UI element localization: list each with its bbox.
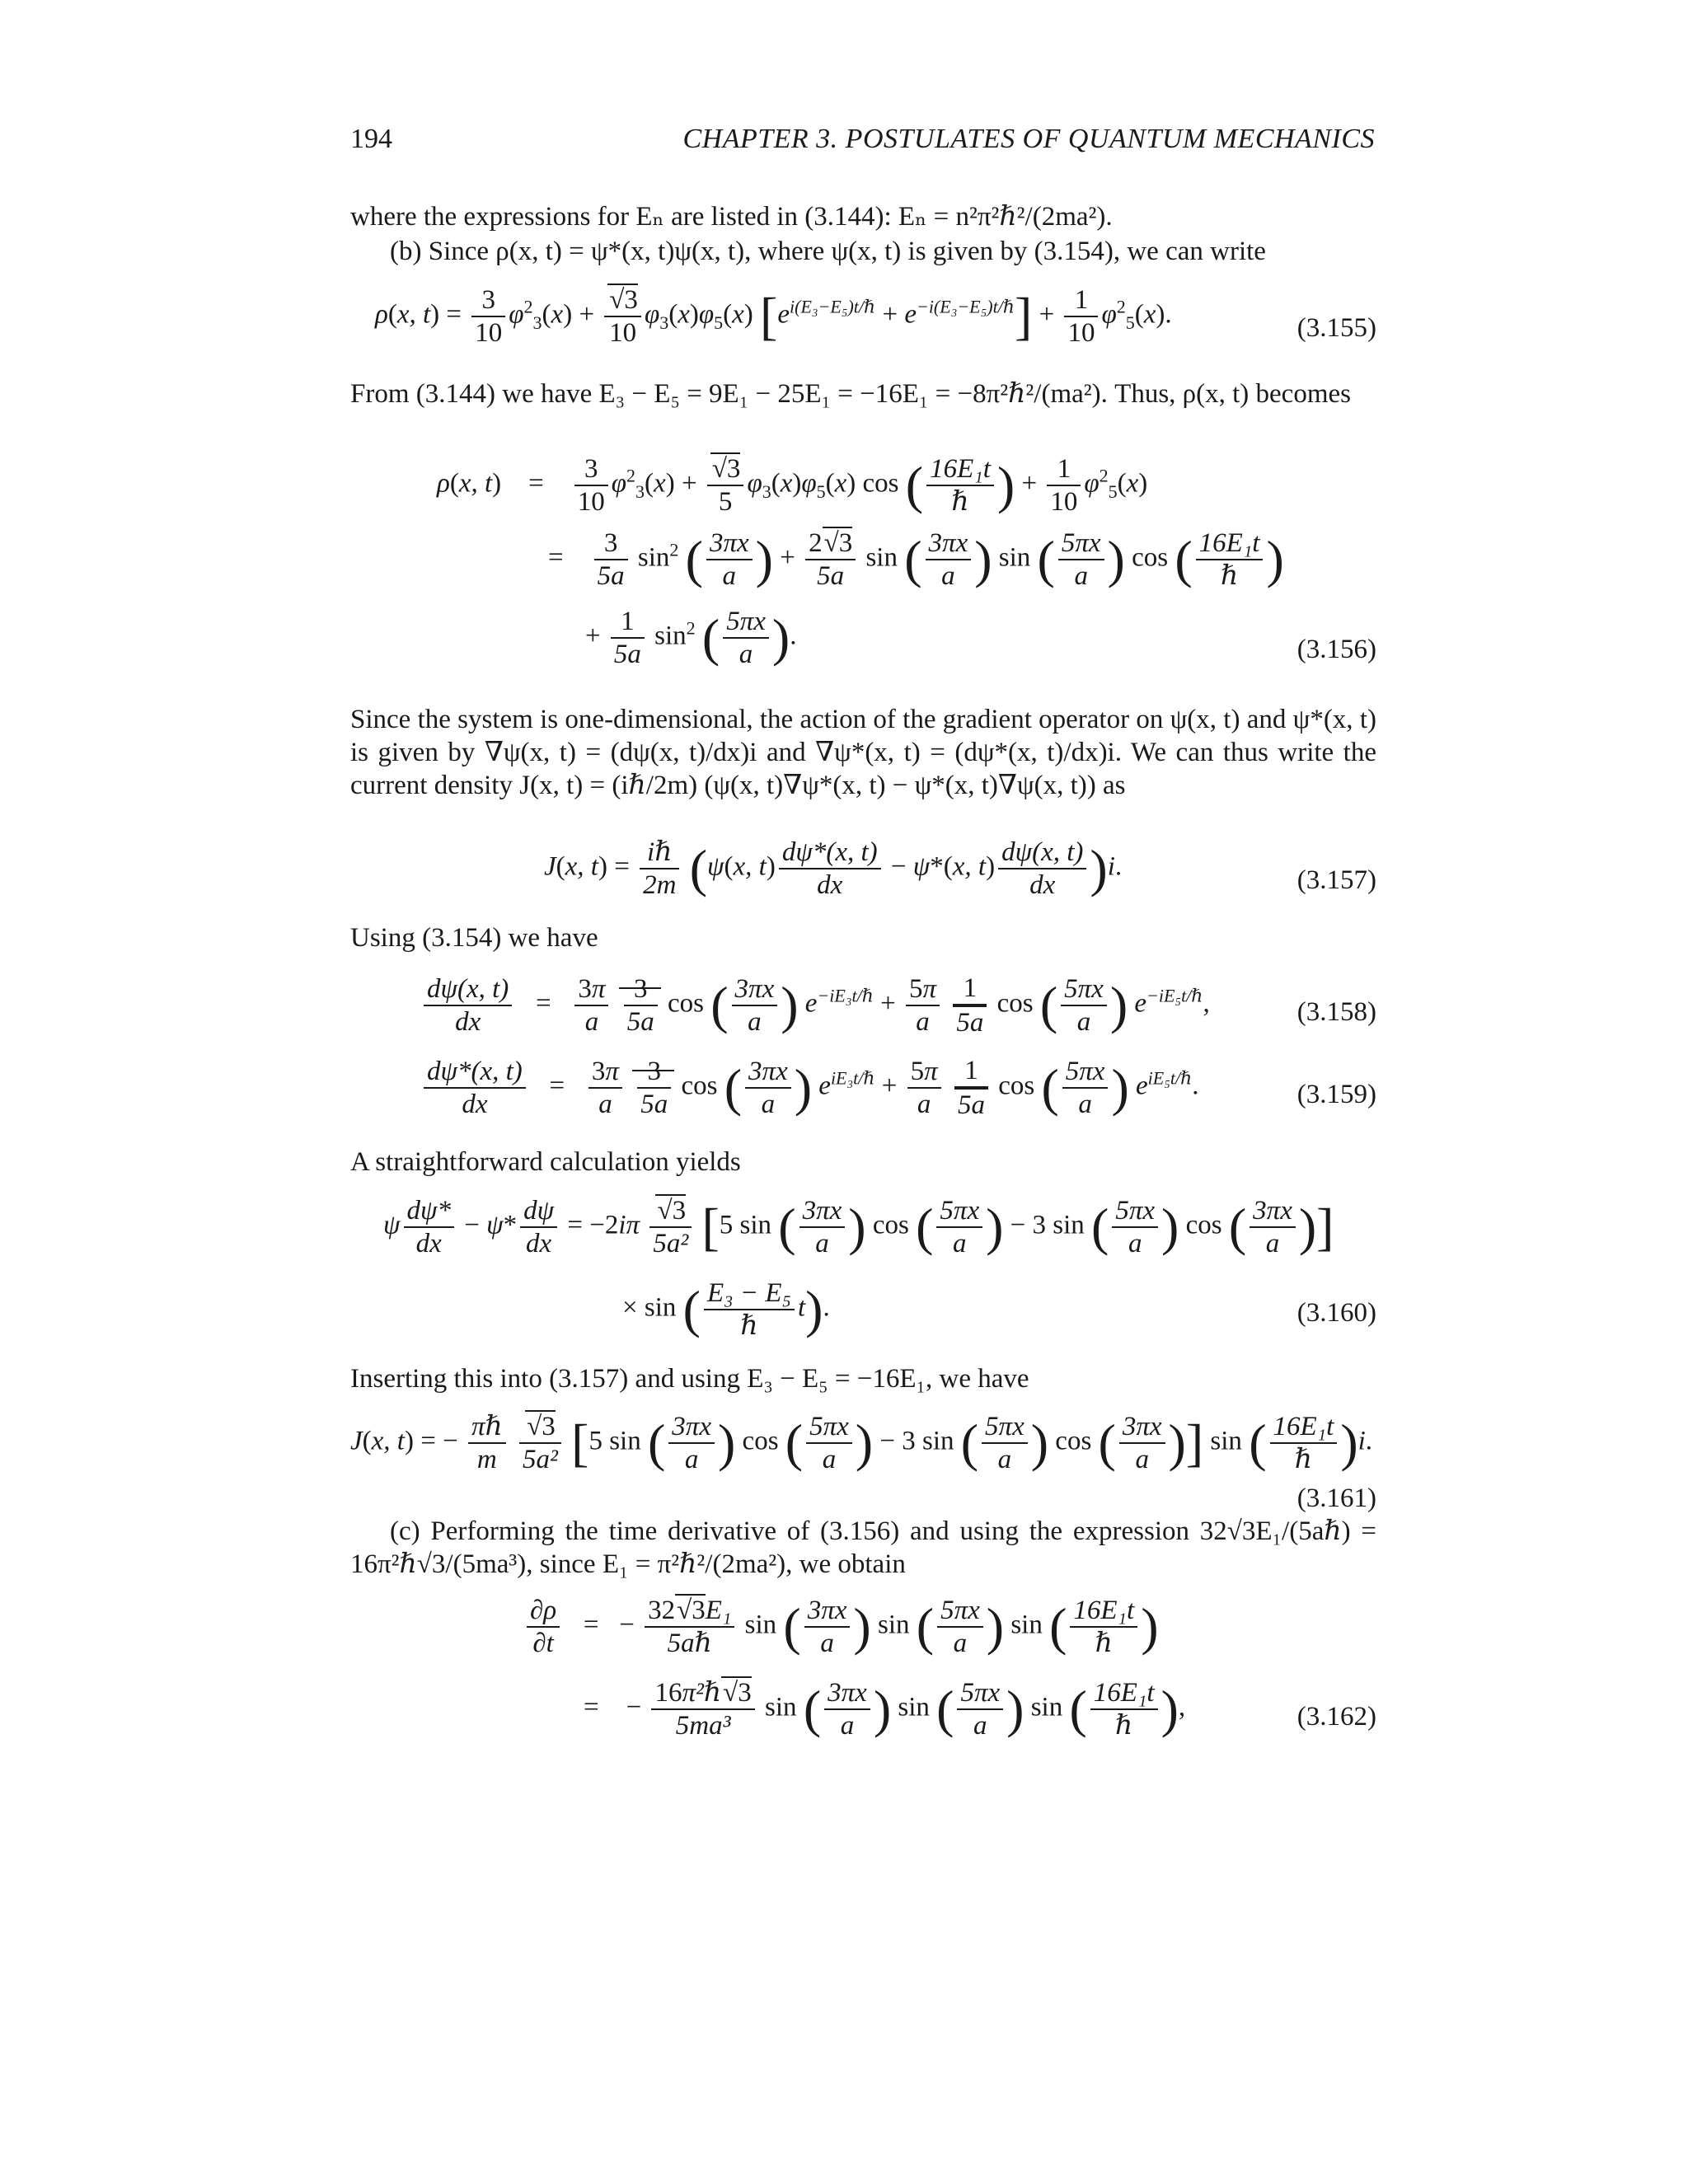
equation-number: (3.156) <box>1296 635 1376 664</box>
equation-3-156-line-3: + $\frac{1}{5a}$ $\sin^2$ ( $\frac{5\pi x}{a}$ ). <box>585 607 797 669</box>
equation-3-156 <box>350 449 1376 688</box>
paragraph-energy-expression: where the expressions for Eₙ are listed in (3.144): Eₙ = n²π²ℏ²/(2ma²). <box>350 202 1113 232</box>
paragraph-energy-difference: From (3.144) we have E₃ − E₅ = 9E₁ − 25E₁ = −16E₁ = −8π²ℏ²/(ma²). Thus, ρ(x, t) becomes <box>350 379 1351 409</box>
equation-3-158-body: $\frac{d\psi(x, t)}{dx}$ = $\frac{3\pi}{a}$ $\frac{3}{5a}$ cos ( $\frac{3\pi x}{a}$ ) $e^{-iE_3t/\hbar}$ + $\frac{5\pi}{a}$ $\frac{1}{5a}$ cos ( $\frac{5\pi x}{a}$ ) $e^{-iE_5t/\hbar}$, <box>420 972 1210 1038</box>
equation-3-162-line-1: $\frac{\partial\rho}{\partial t}$ = − $\frac{\text{32√3E₁}}{\text{5aℏ}}$ sin ( $\frac{3\pi x}{a}$ ) sin ( $\frac{5\pi x}{a}$ ) sin ( $\frac{\text{16E₁t}}{\text{ℏ}}$ ) <box>523 1595 1159 1659</box>
equation-3-160-line-1: ψ $\frac{d\psi*}{dx}$ − ψ* $\frac{d\psi}{dx}$ = −2iπ $\frac{√3}{\text{5a²}}$ [5 sin ( $\frac{3\pi x}{a}$ ) cos ( $\frac{5\pi x}{a}$ ) − 3 sin ( $\frac{5\pi x}{a}$ ) cos ( $\frac{3\pi x}{a}$ )] <box>383 1196 1334 1258</box>
equation-number: (3.157) <box>1296 865 1376 895</box>
running-header: CHAPTER 3. POSTULATES OF QUANTUM MECHANICS <box>682 124 1375 154</box>
equation-3-161 <box>350 1411 1376 1518</box>
equation-3-157-body: J(x, t) = $\frac{\text{iℏ}}{2m}$ (ψ(x, t) $\frac{d\psi*(x, t)}{dx}$ − ψ*(x, t) $\frac{d\psi(x, t)}{dx}$ )i. <box>544 837 1123 900</box>
equation-3-155 <box>350 284 1376 367</box>
equation-number: (3.155) <box>1296 313 1376 343</box>
equation-number: (3.161) <box>1296 1483 1376 1513</box>
equation-number: (3.158) <box>1296 997 1376 1027</box>
paragraph-probability-density-intro: (b) Since ρ(x, t) = ψ*(x, t)ψ(x, t), where ψ(x, t) is given by (3.154), we can write <box>390 237 1266 266</box>
equation-3-162 <box>350 1595 1376 1760</box>
equation-3-157 <box>350 832 1376 915</box>
equation-3-162-line-2: = − $\frac{\text{16π²ℏ√3}}{\text{5ma³}}$ sin ( $\frac{3\pi x}{a}$ ) sin ( $\frac{5\pi x}{a}$ ) sin ( $\frac{\text{16E₁t}}{\text{ℏ}}$ ), <box>584 1678 1186 1741</box>
equation-3-161-body: J(x, t) = − $\frac{\text{πℏ}}{m}$ $\frac{√3}{\text{5a²}}$ [5 sin ( $\frac{3\pi x}{a}$ ) cos ( $\frac{5\pi x}{a}$ ) − 3 sin ( $\frac{5\pi x}{a}$ ) cos ( $\frac{3\pi x}{a}$ )] sin ( $\frac{\text{16E₁t}}{\text{ℏ}}$ )i. <box>350 1412 1373 1474</box>
paragraph-gradient-operator: Since the system is one-dimensional, the action of the gradient operator on ψ(x, t) and ψ*(x, t) is given by ∇ψ(x, t) = (dψ(x, t)/dx)i and ∇ψ*(x, t) = (dψ*(x, t)/dx)i. We can thus write the current density J(x, t) = (iℏ/2m) (ψ(x, t)∇ψ*(x, t) − ψ*(x, t)∇ψ(x, t)) as <box>350 705 1376 800</box>
equation-number: (3.162) <box>1296 1702 1376 1732</box>
page-number: 194 <box>350 124 392 154</box>
equation-3-156-line-1: ρ(x, t) = $\frac{3}{10}$ $\varphi^2_3(x)$ + $\frac{√3}{5}$ $\varphi_3(x)\varphi_5(x)$ cos ( $\frac{\text{16E₁t}}{\text{ℏ}}$ ) + $\frac{1}{10}$ $\varphi^2_5(x)$ <box>437 454 1148 517</box>
equation-3-158 <box>350 972 1376 1055</box>
equation-number: (3.160) <box>1296 1298 1376 1328</box>
equation-3-160 <box>350 1195 1376 1360</box>
equation-3-160-line-2: × sin ( $\frac{\text{E₃ − E₅}}{\text{ℏ}}$ t). <box>622 1278 830 1341</box>
paragraph-straightforward: A straightforward calculation yields <box>350 1147 741 1177</box>
equation-number: (3.159) <box>1296 1080 1376 1109</box>
equation-3-155-body: ρ(x, t) = $\frac{3}{10}$ $\varphi^2_3(x)$ + $\frac{√3}{10}$ $\varphi_3(x)\varphi_5(x) [e^{i(E_3-E_5)t/\hbar} + e^{-i(E_3-E_5)t/\hbar}]$ + $\frac{1}{10}$ $\varphi^2_5(x)$. <box>375 285 1172 348</box>
paragraph-inserting: Inserting this into (3.157) and using E₃ − E₅ = −16E₁, we have <box>350 1364 1029 1394</box>
equation-3-159-body: $\frac{d\psi*(x, t)}{dx}$ = $\frac{3\pi}{a}$ $\frac{3}{5a}$ cos ( $\frac{3\pi x}{a}$ ) $e^{iE_3t/\hbar}$ + $\frac{5\pi}{a}$ $\frac{1}{5a}$ cos ( $\frac{5\pi x}{a}$ ) $e^{iE_5t/\hbar}$. <box>420 1055 1199 1121</box>
equation-3-159 <box>350 1055 1376 1137</box>
paragraph-using-3-154: Using (3.154) we have <box>350 923 598 953</box>
equation-3-156-line-2: = $\frac{3}{5a}$ $\sin^2$ ( $\frac{3\pi x}{a}$ ) + $\frac{2√3}{5a}$ sin ( $\frac{3\pi x}{a}$ ) sin ( $\frac{5\pi x}{a}$ ) cos ( $\frac{\text{16E₁t}}{\text{ℏ}}$ ) <box>548 528 1284 591</box>
paragraph-time-derivative: (c) Performing the time derivative of (3.156) and using the expression 32√3E₁/(5aℏ) = 16π²ℏ√3/(5ma³), since E₁ = π²ℏ²/(2ma²), we obtain <box>350 1516 1376 1579</box>
